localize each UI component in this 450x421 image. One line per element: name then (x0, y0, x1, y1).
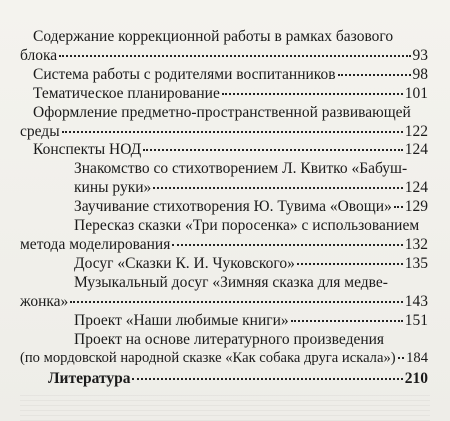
toc-entry-title: Конспекты НОД (33, 141, 142, 158)
toc-page-number: 143 (404, 293, 428, 310)
toc-page-number: 101 (404, 85, 428, 102)
toc-entry-title: Тематическое планирование (33, 85, 220, 102)
toc-entry-title: Заучивание стихотворения Ю. Тувима «Овощи» (74, 198, 392, 215)
dot-leader (62, 131, 403, 133)
dot-leader (59, 55, 410, 57)
dot-leader (398, 357, 405, 359)
dot-leader (70, 301, 402, 303)
dot-leader (291, 320, 403, 322)
toc-entry-row (33, 84, 428, 103)
toc-entry-title: Досуг «Сказки К. И. Чуковского» (74, 255, 295, 272)
dot-leader (153, 187, 402, 189)
toc-entry-row (33, 140, 428, 159)
toc-entry-title: Содержание коррекционной работы в рамках базового (33, 28, 394, 45)
toc-entry-row (74, 178, 428, 197)
toc-entry-row (48, 369, 428, 388)
toc-entry-title: Знакомство со стихотворением Л. Квитко «Бабуш- (74, 160, 408, 177)
toc-entry-title-cont: среды (20, 123, 60, 140)
toc-entry-title: Пересказ сказки «Три поросенка» с использованием (74, 217, 420, 234)
toc-entry-row (74, 254, 428, 273)
toc-page-number: 210 (404, 370, 428, 387)
toc-entry-title-cont: кины руки» (74, 179, 152, 196)
toc-page-number: 124 (404, 179, 428, 196)
toc-page-number: 129 (404, 198, 428, 215)
toc-entry-title: Литература (48, 370, 131, 387)
dot-leader (172, 244, 402, 246)
toc-entry-row (74, 311, 428, 330)
toc-page-number: 184 (406, 350, 428, 366)
toc-entry-title: Проект на основе литературного произведения (74, 331, 385, 348)
toc-entry-title: Музыкальный досуг «Зимняя сказка для медве- (74, 274, 388, 291)
toc-entry-row (74, 197, 428, 216)
dot-leader (394, 206, 403, 208)
toc-page-number: 135 (404, 255, 428, 272)
bleed-through-text (20, 391, 430, 421)
toc-entry-row (20, 235, 428, 254)
toc-entry-title: Система работы с родителями воспитанников (33, 66, 336, 83)
dot-leader (222, 93, 403, 95)
toc-entry-title-cont: жонка» (20, 293, 69, 310)
toc-page-number: 93 (412, 47, 428, 64)
toc-entry-title-cont: метода моделирования (20, 236, 171, 253)
toc-entry-title: Проект «Наши любимые книги» (74, 312, 289, 329)
toc-entry-title: Оформление предметно-пространственной развивающей (33, 104, 411, 121)
dot-leader (297, 263, 403, 265)
dot-leader (338, 74, 411, 76)
toc-entry-title-cont: (по мордовской народной сказке «Как собака друга искала») (20, 350, 396, 366)
dot-leader (132, 378, 402, 380)
toc-entry-row (20, 122, 428, 141)
dot-leader (143, 149, 403, 151)
toc-entry-row (20, 349, 428, 368)
toc-entry-title-cont: блока (20, 47, 58, 64)
toc-entry-row (20, 292, 428, 311)
toc-page-number: 122 (404, 123, 428, 140)
toc-entry-row (20, 46, 428, 65)
toc-page-number: 98 (412, 66, 428, 83)
toc-entry-row (33, 65, 428, 84)
toc-page-number: 151 (404, 312, 428, 329)
toc-page-number: 132 (404, 236, 428, 253)
toc-page-number: 124 (404, 141, 428, 158)
